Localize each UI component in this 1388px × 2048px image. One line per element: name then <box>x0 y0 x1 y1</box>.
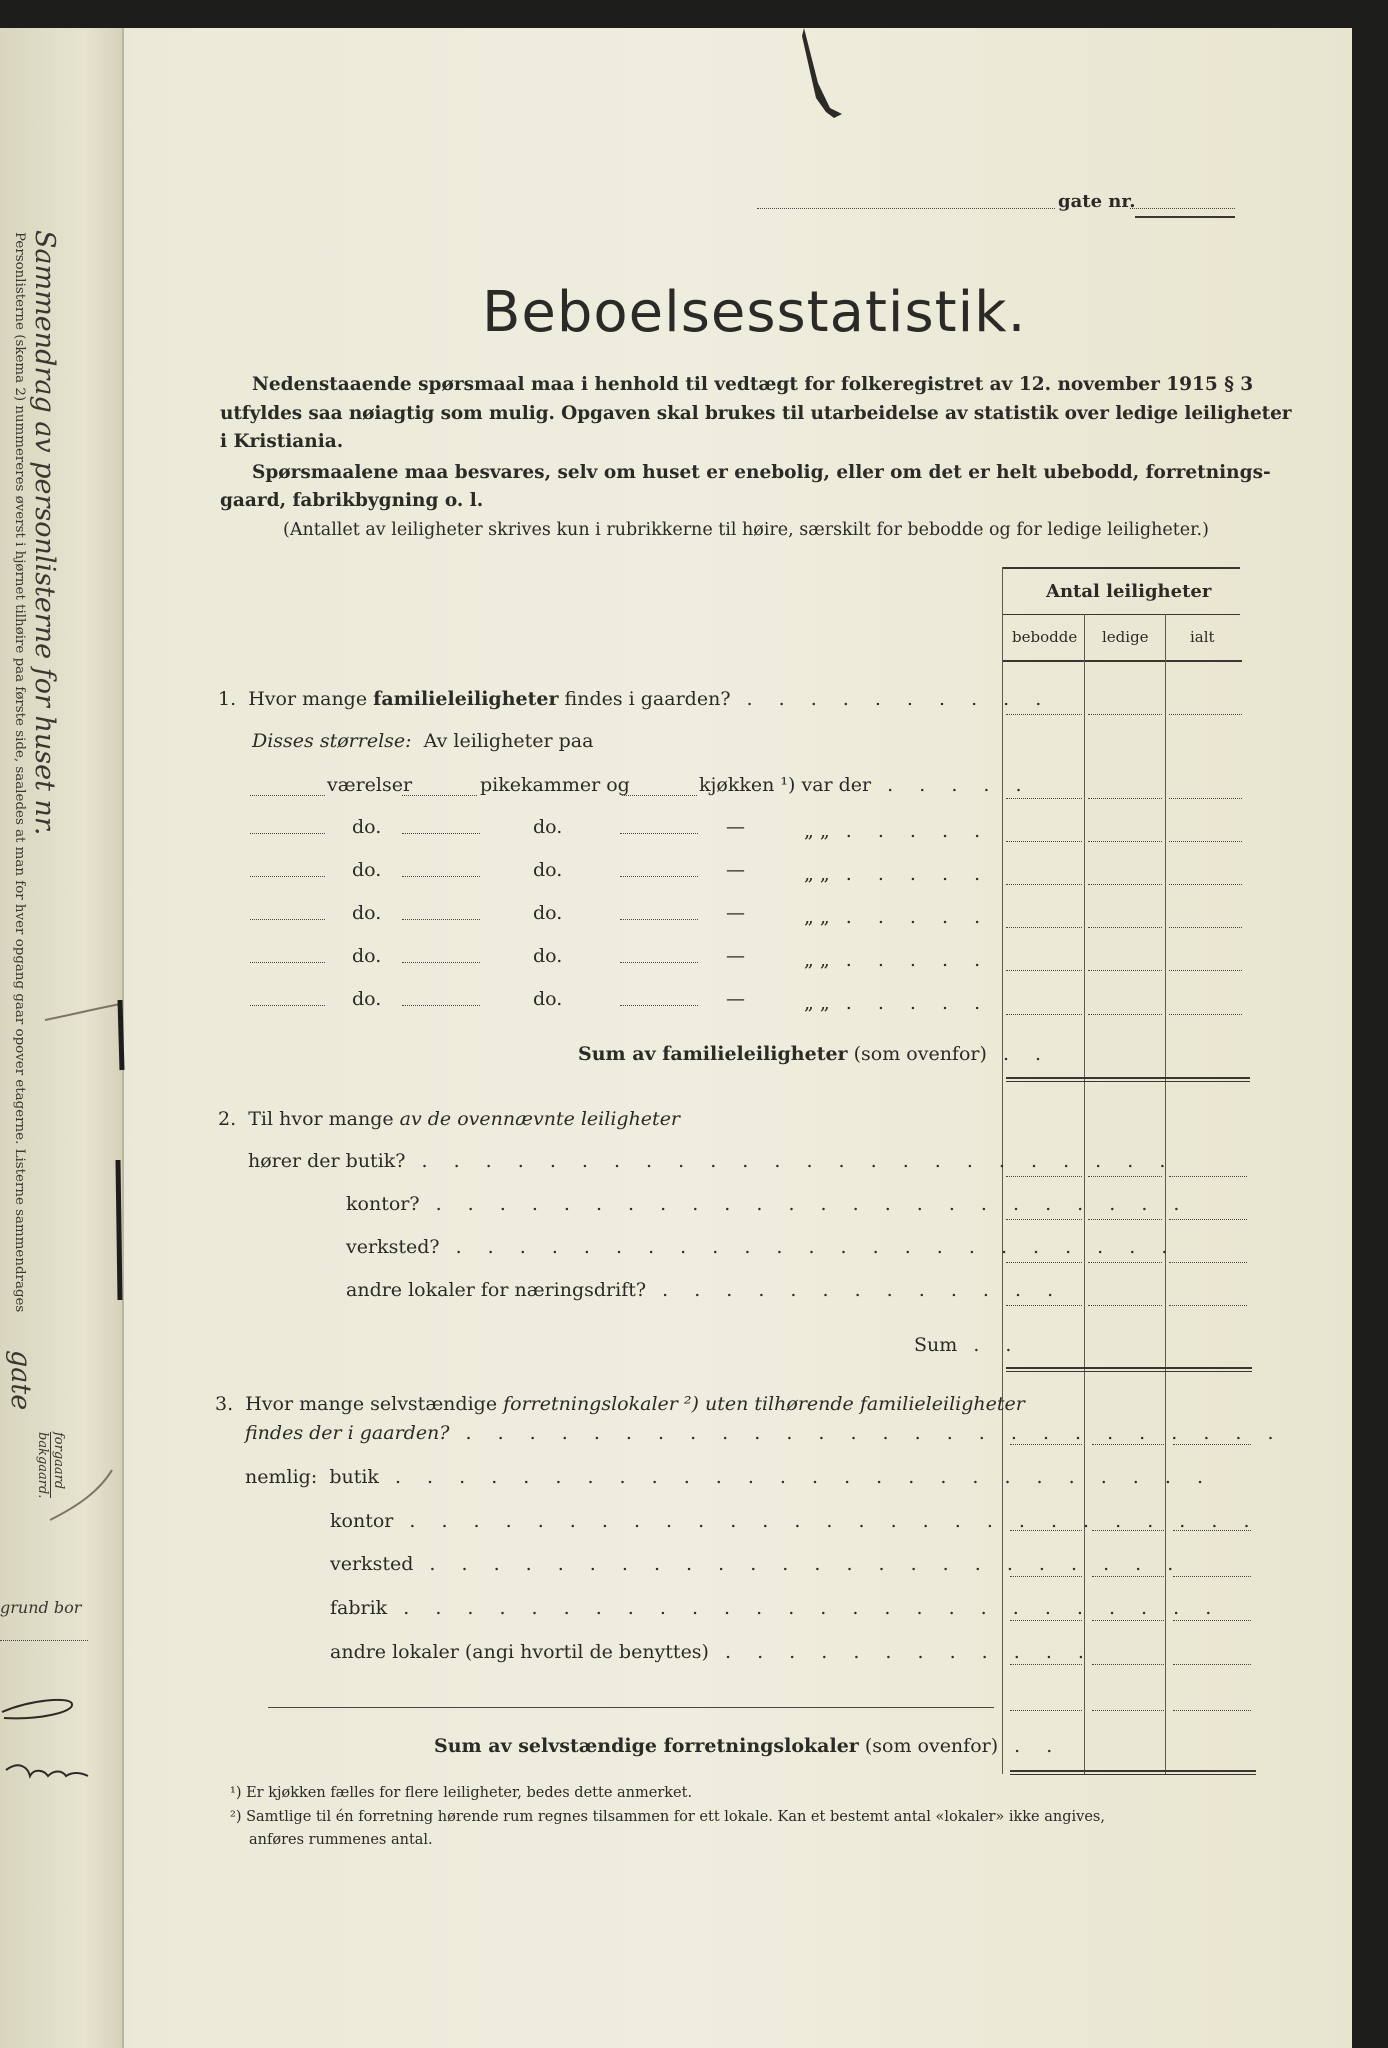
ditto-1: do. <box>352 988 382 1010</box>
ditto-dash: — <box>726 988 745 1010</box>
section3-item-kontor-label: kontor <box>330 1510 394 1532</box>
section1-question: 1. Hvor mange familieleiligheter findes i gaarden? . . . . . . . . . . <box>218 688 1052 710</box>
section2-item-verksted-label: verksted? <box>346 1236 440 1258</box>
section2-item-butik-label: hører der butik? <box>248 1150 406 1172</box>
intro-p2-line1: Spørsmaalene maa besvares, selv om huset er enebolig, eller om det er helt ubebodd, forretnings- <box>252 462 1271 483</box>
ditto-2: do. <box>533 816 563 838</box>
section2-sum-label: Sum <box>914 1334 958 1356</box>
ditto-quote-text: „ „ <box>804 992 830 1014</box>
sum2-rule-b <box>1006 1371 1252 1372</box>
side-strip-instructions: Personlisterne (skema 2) nummereres øverst i hjørnet tilhøire paa første side, saaledes at man for hver opgang gaar opover etagerne. Listerne sammendrages <box>12 232 27 1313</box>
section3-item-andre-label: andre lokaler (angi hvortil de benyttes) <box>330 1641 709 1663</box>
section2-sum: Sum . . <box>914 1334 1022 1356</box>
ditto-2: do. <box>533 902 563 924</box>
section1-number: 1. <box>218 688 237 710</box>
section3-item-kontor: kontor . . . . . . . . . . . . . . . . . . . . . . . . . . . <box>330 1510 1260 1532</box>
side-strip-forgaard: forgaard <box>50 1432 66 1498</box>
side-strip-main <box>29 230 60 835</box>
footnote-2-line2: anføres rummenes antal. <box>249 1832 433 1848</box>
ditto-1: do. <box>352 945 382 967</box>
ditto-dash: — <box>726 945 745 967</box>
section2-question-ital: av de ovennævnte leiligheter <box>399 1108 681 1130</box>
side-strip-gate-label: gate <box>5 1350 36 1411</box>
gate-nr-line <box>1130 208 1235 209</box>
intro-p1-line3: i Kristiania. <box>220 431 344 452</box>
ink-mark <box>790 28 860 123</box>
page-title: Beboelsesstatistik. <box>482 280 1027 345</box>
section3-item-butik: nemlig: butik . . . . . . . . . . . . . . . . . . . . . . . . . . <box>245 1466 1213 1488</box>
grund-bor-label: grund bor <box>0 1598 82 1617</box>
side-strip-gate <box>5 1350 36 1410</box>
section2-item-kontor: kontor? . . . . . . . . . . . . . . . . . . . . . . . . <box>346 1193 1190 1215</box>
section1-sum-bold: Sum av familieleiligheter <box>578 1043 848 1065</box>
paper-crease <box>40 1000 130 1560</box>
ditto-quote-text: „ „ <box>804 863 830 885</box>
gate-nr-label: gate nr. <box>1058 191 1136 212</box>
section3-item-fabrik-label: fabrik <box>330 1597 388 1619</box>
side-strip-title: Sammendrag av personlisterne for huset nr. <box>29 230 60 836</box>
rooms-label: værelser <box>327 774 413 796</box>
section3-question <box>215 1393 1025 1415</box>
section3-sum: Sum av selvstændige forretningslokaler (som ovenfor) . . <box>434 1735 1063 1757</box>
section3-item-verksted-label: verksted <box>330 1553 414 1575</box>
sum2-rule <box>1006 1367 1252 1369</box>
section3-question-ital: forretningslokaler ²) uten tilhørende familieleiligheter <box>503 1393 1025 1415</box>
ditto-quote: „ „ . . . . . <box>804 992 991 1014</box>
section1-question-post: findes i gaarden? <box>564 688 731 710</box>
section2-item-verksted: verksted? . . . . . . . . . . . . . . . . . . . . . . . <box>346 1236 1178 1258</box>
section2-item-andre: andre lokaler for næringsdrift? . . . . . . . . . . . . . <box>346 1279 1064 1301</box>
kitchen-label: kjøkken ¹) var der . . . . . <box>699 774 1032 796</box>
table-subheader-rule <box>1002 614 1240 615</box>
section2-item-kontor-label: kontor? <box>346 1193 420 1215</box>
section3-item-butik-label: butik <box>329 1466 379 1488</box>
table-top-rule <box>1002 567 1240 569</box>
sum1-rule-b <box>1006 1081 1250 1082</box>
ditto-1: do. <box>352 816 382 838</box>
col-header-bebodde: bebodde <box>1012 628 1078 646</box>
section3-nemlig: nemlig: <box>245 1466 318 1488</box>
section2-number: 2. <box>218 1108 237 1130</box>
section2-item-andre-label: andre lokaler for næringsdrift? <box>346 1279 647 1301</box>
ditto-2: do. <box>533 859 563 881</box>
section3-sum-rest: (som ovenfor) <box>864 1735 999 1757</box>
section3-item-andre: andre lokaler (angi hvortil de benyttes) . . . . . . . . . . . . <box>330 1641 1094 1663</box>
ditto-quote: „ „ . . . . . <box>804 906 991 928</box>
footnote-1: ¹) Er kjøkken fælles for flere leiligheter, bedes dette anmerket. <box>230 1785 693 1801</box>
ditto-2: do. <box>533 988 563 1010</box>
size-label: Disses størrelse: <box>252 730 412 752</box>
intro-p1-line1: Nedenstaaende spørsmaal maa i henhold til vedtægt for folkeregistret av 12. november 1915 § 3 <box>252 374 1254 395</box>
section3-question-line2: findes der i gaarden? . . . . . . . . . . . . . . . . . . . . . . . . . . <box>245 1422 1284 1444</box>
intro-p3: (Antallet av leiligheter skrives kun i rubrikkerne til høire, særskilt for bebodde og for ledige leiligheter.) <box>283 520 1209 540</box>
section2-item-butik: hører der butik? . . . . . . . . . . . . . . . . . . . . . . . . <box>248 1150 1176 1172</box>
kitchen-blank <box>622 795 697 796</box>
side-strip-line <box>0 1640 88 1641</box>
section1-question-bold: familieleiligheter <box>373 688 559 710</box>
sum3-rule-b <box>1010 1774 1256 1775</box>
section1-sum-rest: (som ovenfor) <box>853 1043 987 1065</box>
col-header-ialt: ialt <box>1190 628 1215 646</box>
col-header-ledige: ledige <box>1102 628 1149 646</box>
section1-size-row <box>252 730 593 752</box>
ditto-1: do. <box>352 859 382 881</box>
sum1-rule <box>1006 1077 1250 1079</box>
ditto-dash: — <box>726 816 745 838</box>
size-text: Av leiligheter paa <box>423 730 594 752</box>
table-header-bottom-rule <box>1002 660 1242 662</box>
ditto-1: do. <box>352 902 382 924</box>
section1-sum: Sum av familieleiligheter (som ovenfor) . . <box>578 1043 1052 1065</box>
section2-question-pre: Til hvor mange <box>248 1108 394 1130</box>
street-line <box>757 208 1055 209</box>
ditto-2: do. <box>533 945 563 967</box>
ditto-quote: „ „ . . . . . <box>804 820 991 842</box>
maid-blank <box>402 795 477 796</box>
ditto-quote-text: „ „ <box>804 906 830 928</box>
ditto-quote-text: „ „ <box>804 820 830 842</box>
section3-question-pre: Hvor mange selvstændige <box>245 1393 498 1415</box>
maid-label: pikekammer og <box>480 774 630 796</box>
section3-item-fabrik: fabrik . . . . . . . . . . . . . . . . . . . . . . . . . . <box>330 1597 1222 1619</box>
section3-item-verksted: verksted . . . . . . . . . . . . . . . . . . . . . . . . <box>330 1553 1184 1575</box>
section3-question-line2-text: findes der i gaarden? <box>245 1422 450 1444</box>
section3-number: 3. <box>215 1393 234 1415</box>
section2-question <box>218 1108 680 1130</box>
ditto-quote-text: „ „ <box>804 949 830 971</box>
side-strip-small <box>12 232 27 1502</box>
handwriting-scribble <box>0 1690 90 1810</box>
header-rule <box>1135 216 1235 218</box>
ditto-quote: „ „ . . . . . <box>804 863 991 885</box>
side-strip-grund-bor <box>0 1598 81 1617</box>
rooms-blank <box>250 795 325 796</box>
ditto-quote: „ „ . . . . . <box>804 949 991 971</box>
intro-p1-line2: utfyldes saa nøiagtig som mulig. Opgaven skal brukes til utarbeidelse av statistik over ledige leiligheter <box>220 403 1292 424</box>
sum3-rule <box>1010 1770 1256 1772</box>
ditto-dash: — <box>726 902 745 924</box>
side-strip-bakgaard: bakgaard. <box>35 1432 50 1499</box>
footnote-2-line1: ²) Samtlige til én forretning hørende rum regnes tilsammen for ett lokale. Kan et bestemt antal «lokaler» ikke angives, <box>230 1809 1105 1825</box>
kitchen-text: kjøkken ¹) var der <box>699 774 872 796</box>
section3-sum-bold: Sum av selvstændige forretningslokaler <box>434 1735 859 1757</box>
section3-answer-line <box>268 1707 994 1708</box>
table-group-header: Antal leiligheter <box>1046 581 1212 602</box>
ditto-dash: — <box>726 859 745 881</box>
section1-question-pre: Hvor mange <box>248 688 368 710</box>
intro-p2-line2: gaard, fabrikbygning o. l. <box>220 490 484 511</box>
